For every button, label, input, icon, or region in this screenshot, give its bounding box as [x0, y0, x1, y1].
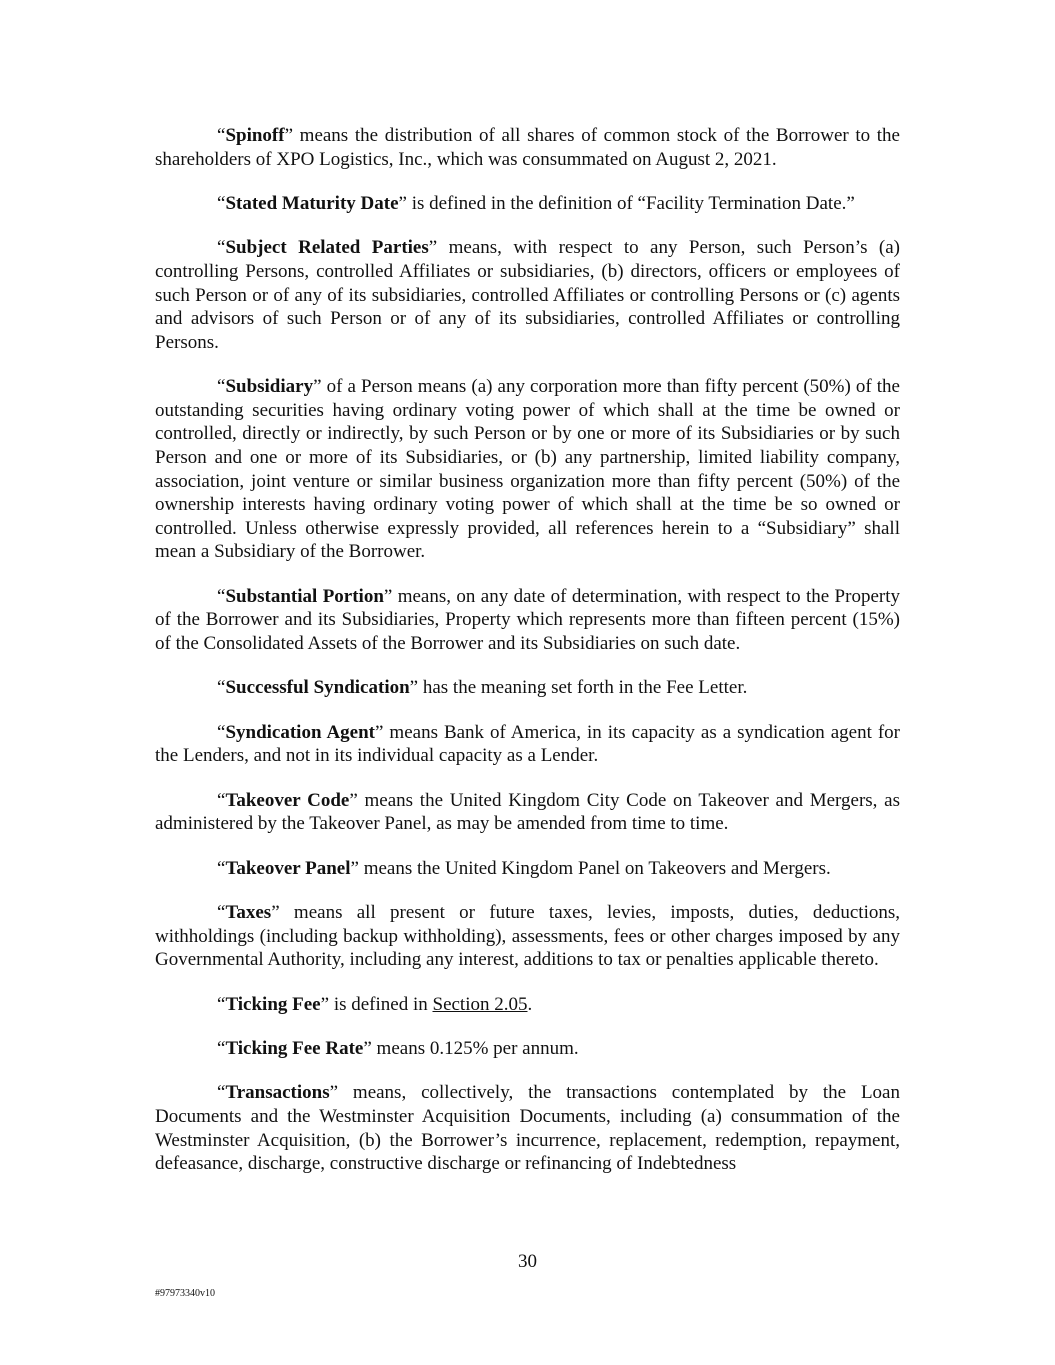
- definition-text: means, collectively, the transactions contemplated by the Loan Documents and the Westminster Acquisition Documents, including (a) consummation of the Westminster Acquisition, (b) the Borrower’s incurrence, replacement, redemption, repayment, defeasance, discharge, constructive discharge or refinancing of Indebtedness: [155, 1082, 900, 1175]
- defined-term: Ticking Fee: [225, 993, 321, 1015]
- definition-syndication-agent: “Syndication Agent” means Bank of America, in its capacity as a syndication agent for the Lenders, and not in its individual capacity as a Lender.: [155, 721, 900, 767]
- page-number: 30: [518, 1251, 537, 1272]
- definition-takeover-panel: “Takeover Panel” means the United Kingdom Panel on Takeovers and Mergers.: [217, 857, 831, 879]
- definition-text: means the United Kingdom City Code on Takeover and Mergers, as administered by the Takeover Panel, as may be amended from time to time.: [155, 789, 900, 835]
- definition-text: means Bank of America, in its capacity as a syndication agent for the Lenders, and not in its individual capacity as a Lender.: [155, 721, 900, 767]
- defined-term: Ticking Fee Rate: [225, 1037, 364, 1059]
- definition-text: means the United Kingdom Panel on Takeovers and Mergers.: [358, 857, 831, 879]
- definition-takeover-code: “Takeover Code” means the United Kingdom City Code on Takeover and Mergers, as administered by the Takeover Panel, as may be amended from time to time.: [155, 789, 900, 835]
- defined-term: Syndication Agent: [225, 721, 376, 743]
- definition-text: is defined in the definition of “Facility Termination Date.”: [406, 192, 855, 214]
- definition-text: means 0.125% per annum.: [371, 1037, 579, 1059]
- definition-taxes: “Taxes” means all present or future taxes, levies, imposts, duties, deductions, withholdings (including backup withholding), assessments, fees or other charges imposed by any Governmental Authority, including any interest, additions to tax or penalties applicable thereto.: [155, 902, 900, 971]
- defined-term: Spinoff: [225, 125, 285, 146]
- definition-ticking-fee: “Ticking Fee” is defined in Section 2.05.: [217, 993, 533, 1015]
- definition-transactions: “Transactions” means, collectively, the transactions contemplated by the Loan Documents and the Westminster Acquisition Documents, including (a) consummation of the Westminster Acquisition, (b) the Borrower’s incurrence, replacement, redemption, repayment, defeasance, discharge, constructive discharge or refinancing of Indebtedness: [155, 1082, 900, 1175]
- definition-text: means, on any date of determination, with respect to the Property of the Borrower and its Subsidiaries, Property which represents more than fifteen percent (15%) of the Consolidated Assets of the Borrower and its Subsidiaries on such date.: [155, 585, 900, 654]
- definition-text: has the meaning set forth in the Fee Letter.: [418, 677, 748, 699]
- defined-term: Substantial Portion: [225, 585, 384, 607]
- defined-term: Subject Related Parties: [225, 237, 429, 259]
- definition-text: means, with respect to any Person, such Person’s (a) controlling Persons, controlled Affiliates or subsidiaries, (b) directors, officers or employees of such Person or of any of its subsidiaries, controlled Affiliates or controlling Persons or (c) agents and advisors of such Person or of any of its subsidiaries, controlled Affiliates or controlling Persons.: [155, 237, 900, 353]
- definition-text: is defined in: [329, 993, 433, 1015]
- document-id: #97973340v10: [155, 1288, 215, 1299]
- section-reference-link[interactable]: Section 2.05: [432, 993, 528, 1015]
- definition-stated-maturity-date: “Stated Maturity Date” is defined in the definition of “Facility Termination Date.”: [217, 192, 855, 214]
- definition-substantial-portion: “Substantial Portion” means, on any date of determination, with respect to the Property of the Borrower and its Subsidiaries, Property which represents more than fifteen percent (15%) of the Consolidated Assets of the Borrower and its Subsidiaries on such date.: [155, 585, 900, 654]
- definition-text: means all present or future taxes, levies, imposts, duties, deductions, withholdings (including backup withholding), assessments, fees or other charges imposed by any Governmental Authority, including any interest, additions to tax or penalties applicable thereto.: [155, 902, 900, 971]
- definition-subject-related-parties: “Subject Related Parties” means, with respect to any Person, such Person’s (a) controlling Persons, controlled Affiliates or subsidiaries, (b) directors, officers or employees of such Person or of any of its subsidiaries, controlled Affiliates or controlling Persons or (c) agents and advisors of such Person or of any of its subsidiaries, controlled Affiliates or controlling Persons.: [155, 237, 900, 353]
- defined-term: Successful Syndication: [225, 677, 410, 699]
- defined-term: Takeover Code: [225, 789, 350, 811]
- definition-text: means the distribution of all shares of common stock of the Borrower to the shareholders of XPO Logistics, Inc., which was consummated on August 2, 2021.: [155, 125, 900, 170]
- defined-term: Takeover Panel: [225, 857, 351, 879]
- defined-term: Taxes: [225, 902, 272, 924]
- definition-ticking-fee-rate: “Ticking Fee Rate” means 0.125% per annum.: [217, 1037, 579, 1059]
- definition-successful-syndication: “Successful Syndication” has the meaning set forth in the Fee Letter.: [217, 677, 748, 699]
- definition-text: of a Person means (a) any corporation more than fifty percent (50%) of the outstanding securities having ordinary voting power of which shall at the time be owned or controlled, directly or indirectly, by such Person or by one or more of its Subsidiaries or by such Person and one or more of its Subsidiaries, or (b) any partnership, limited liability company, association, joint venture or similar business organization more than fifty percent (50%) of the ownership interests having ordinary voting power of which shall at the time be so owned or controlled. Unless otherwise expressly provided, all references herein to a “Subsidiary” shall mean a Subsidiary of the Borrower.: [155, 376, 900, 563]
- definition-spinoff: “Spinoff” means the distribution of all shares of common stock of the Borrower to the shareholders of XPO Logistics, Inc., which was consummated on August 2, 2021.: [155, 125, 900, 170]
- defined-term: Subsidiary: [225, 376, 314, 398]
- definition-subsidiary: “Subsidiary” of a Person means (a) any corporation more than fifty percent (50%) of the outstanding securities having ordinary voting power of which shall at the time be owned or controlled, directly or indirectly, by such Person or by one or more of its Subsidiaries or by such Person and one or more of its Subsidiaries, or (b) any partnership, limited liability company, association, joint venture or similar business organization more than fifty percent (50%) of the ownership interests having ordinary voting power of which shall at the time be so owned or controlled. Unless otherwise expressly provided, all references herein to a “Subsidiary” shall mean a Subsidiary of the Borrower.: [155, 376, 900, 563]
- definitions-body: [155, 124, 900, 1197]
- defined-term: Stated Maturity Date: [225, 192, 399, 214]
- defined-term: Transactions: [225, 1082, 330, 1104]
